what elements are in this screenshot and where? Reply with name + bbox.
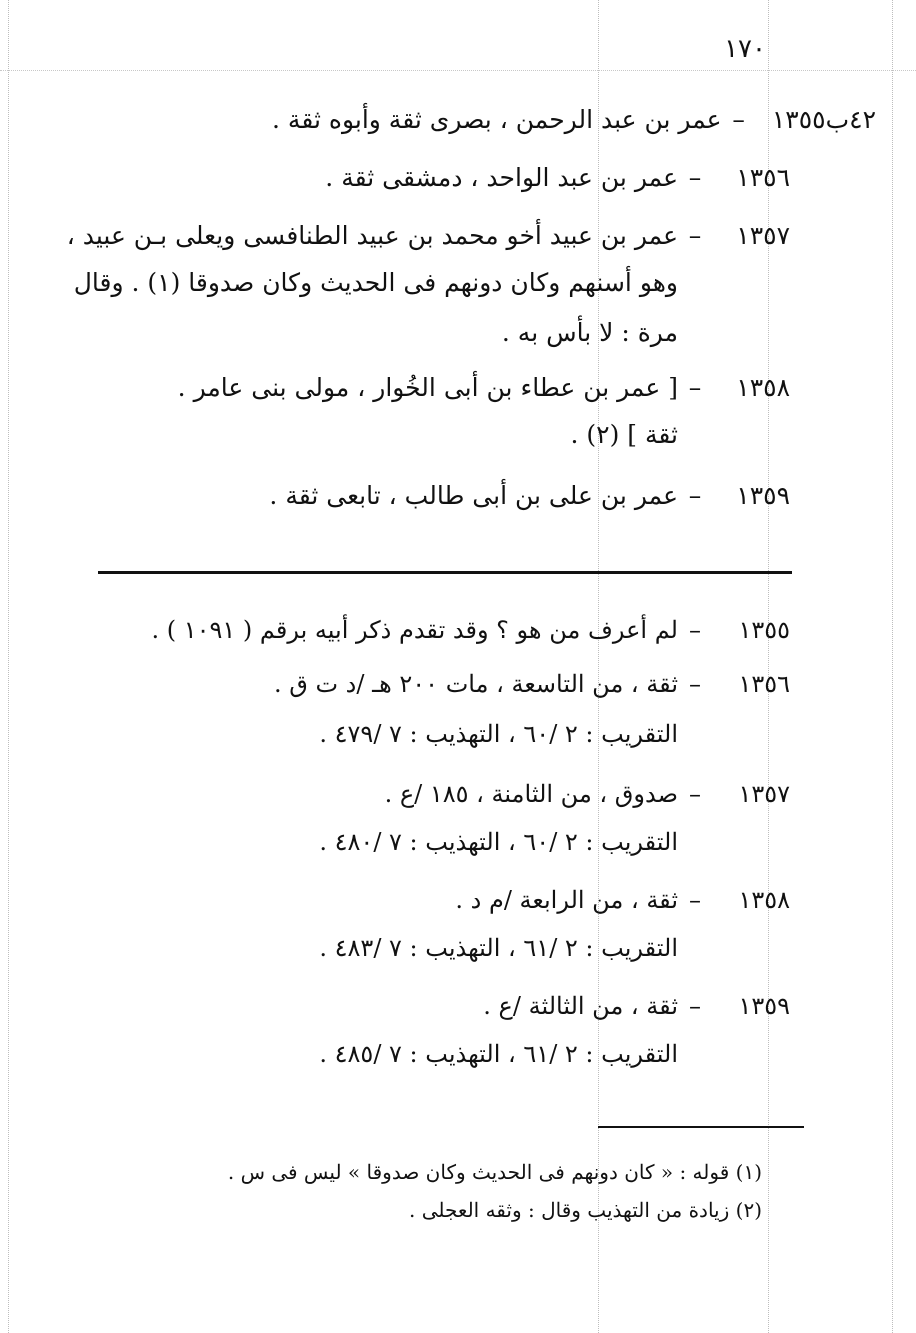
note-reference-line: التقريب : ٢ /٦٠ ، التهذيب : ٧ /٤٨٠ . <box>319 828 678 856</box>
entry-number: ١٣٥٩ <box>736 481 790 510</box>
entry-dash: – <box>688 163 702 192</box>
entry-number: ١٣٥٧ <box>736 221 790 250</box>
entry-1356 <box>325 154 790 202</box>
note-1357 <box>385 772 790 816</box>
entry-text: عمر بن عبد الرحمن ، بصرى ثقة وأبوه ثقة . <box>272 105 722 134</box>
entry-number: ١٣٥٨ <box>736 373 790 402</box>
scan-guide-line <box>0 70 916 71</box>
manuscript-folio-marker: ٤٢ب <box>825 105 876 134</box>
entry-text-line: [ عمر بن عطاء بن أبى الخُوار ، مولى بنى عامر . <box>177 373 678 402</box>
footnote-2: (٢) زيادة من التهذيب وقال : وثقه العجلى . <box>409 1198 762 1222</box>
entry-text-line: مرة : لا بأس به . <box>501 318 678 347</box>
note-reference-line: التقريب : ٢ /٦١ ، التهذيب : ٧ /٤٨٥ . <box>319 1040 678 1068</box>
entry-text: عمر بن عبد الواحد ، دمشقى ثقة . <box>325 163 678 192</box>
note-number: ١٣٥٨ <box>738 886 790 914</box>
note-text: صدوق ، من الثامنة ، ١٨٥ /ع . <box>384 780 678 808</box>
note-1356 <box>274 662 790 706</box>
entry-1358 <box>178 364 790 412</box>
entry-number: ١٣٥٥ <box>771 105 826 134</box>
entry-text-line: وهو أسنهم وكان دونهم فى الحديث وكان صدوقا (١) . وقال <box>73 268 678 297</box>
entry-1355 <box>272 96 876 144</box>
entry-text: عمر بن على بن أبى طالب ، تابعى ثقة . <box>269 481 678 510</box>
entry-dash: – <box>688 373 702 402</box>
note-reference-line: التقريب : ٢ /٦١ ، التهذيب : ٧ /٤٨٣ . <box>319 934 678 962</box>
note-text: ثقة ، من التاسعة ، مات ٢٠٠ هـ /د ت ق . <box>273 670 678 698</box>
scan-guide-line <box>8 0 9 1333</box>
note-number: ١٣٥٧ <box>738 780 790 808</box>
note-text: ثقة ، من الرابعة /م د . <box>455 886 678 914</box>
note-dash: – <box>689 670 701 698</box>
entry-dash: – <box>688 481 702 510</box>
entry-dash: – <box>688 221 702 250</box>
note-dash: – <box>689 886 701 914</box>
note-1358 <box>455 878 790 922</box>
entry-1359 <box>269 472 790 520</box>
entry-1357 <box>67 212 790 260</box>
note-reference-line: التقريب : ٢ /٦٠ ، التهذيب : ٧ /٤٧٩ . <box>319 720 678 748</box>
note-1355 <box>151 608 790 652</box>
entry-text-line: عمر بن عبيد أخو محمد بن عبيد الطنافسى ويعلى بـن عبيد ، <box>66 221 678 250</box>
note-number: ١٣٥٩ <box>738 992 790 1020</box>
note-dash: – <box>689 992 701 1020</box>
notes-separator-rule <box>98 571 792 574</box>
note-dash: – <box>689 616 701 644</box>
footnote-separator-rule <box>598 1126 804 1128</box>
note-number: ١٣٥٥ <box>738 616 790 644</box>
entry-text-line: ثقة ] (٢) . <box>570 420 678 449</box>
entry-dash: – <box>732 105 745 134</box>
note-1359 <box>483 984 790 1028</box>
footnote-1: (١) قوله : « كان دونهم فى الحديث وكان صدوقا » ليس فى س . <box>227 1160 762 1184</box>
note-dash: – <box>689 780 701 808</box>
scan-guide-line <box>892 0 893 1333</box>
page-number: ١٧٠ <box>724 34 766 64</box>
note-number: ١٣٥٦ <box>738 670 790 698</box>
note-text: ثقة ، من الثالثة /ع . <box>483 992 678 1020</box>
note-text: لم أعرف من هو ؟ وقد تقدم ذكر أبيه برقم ( ١٠٩١ ) . <box>151 616 678 644</box>
entry-number: ١٣٥٦ <box>736 163 790 192</box>
